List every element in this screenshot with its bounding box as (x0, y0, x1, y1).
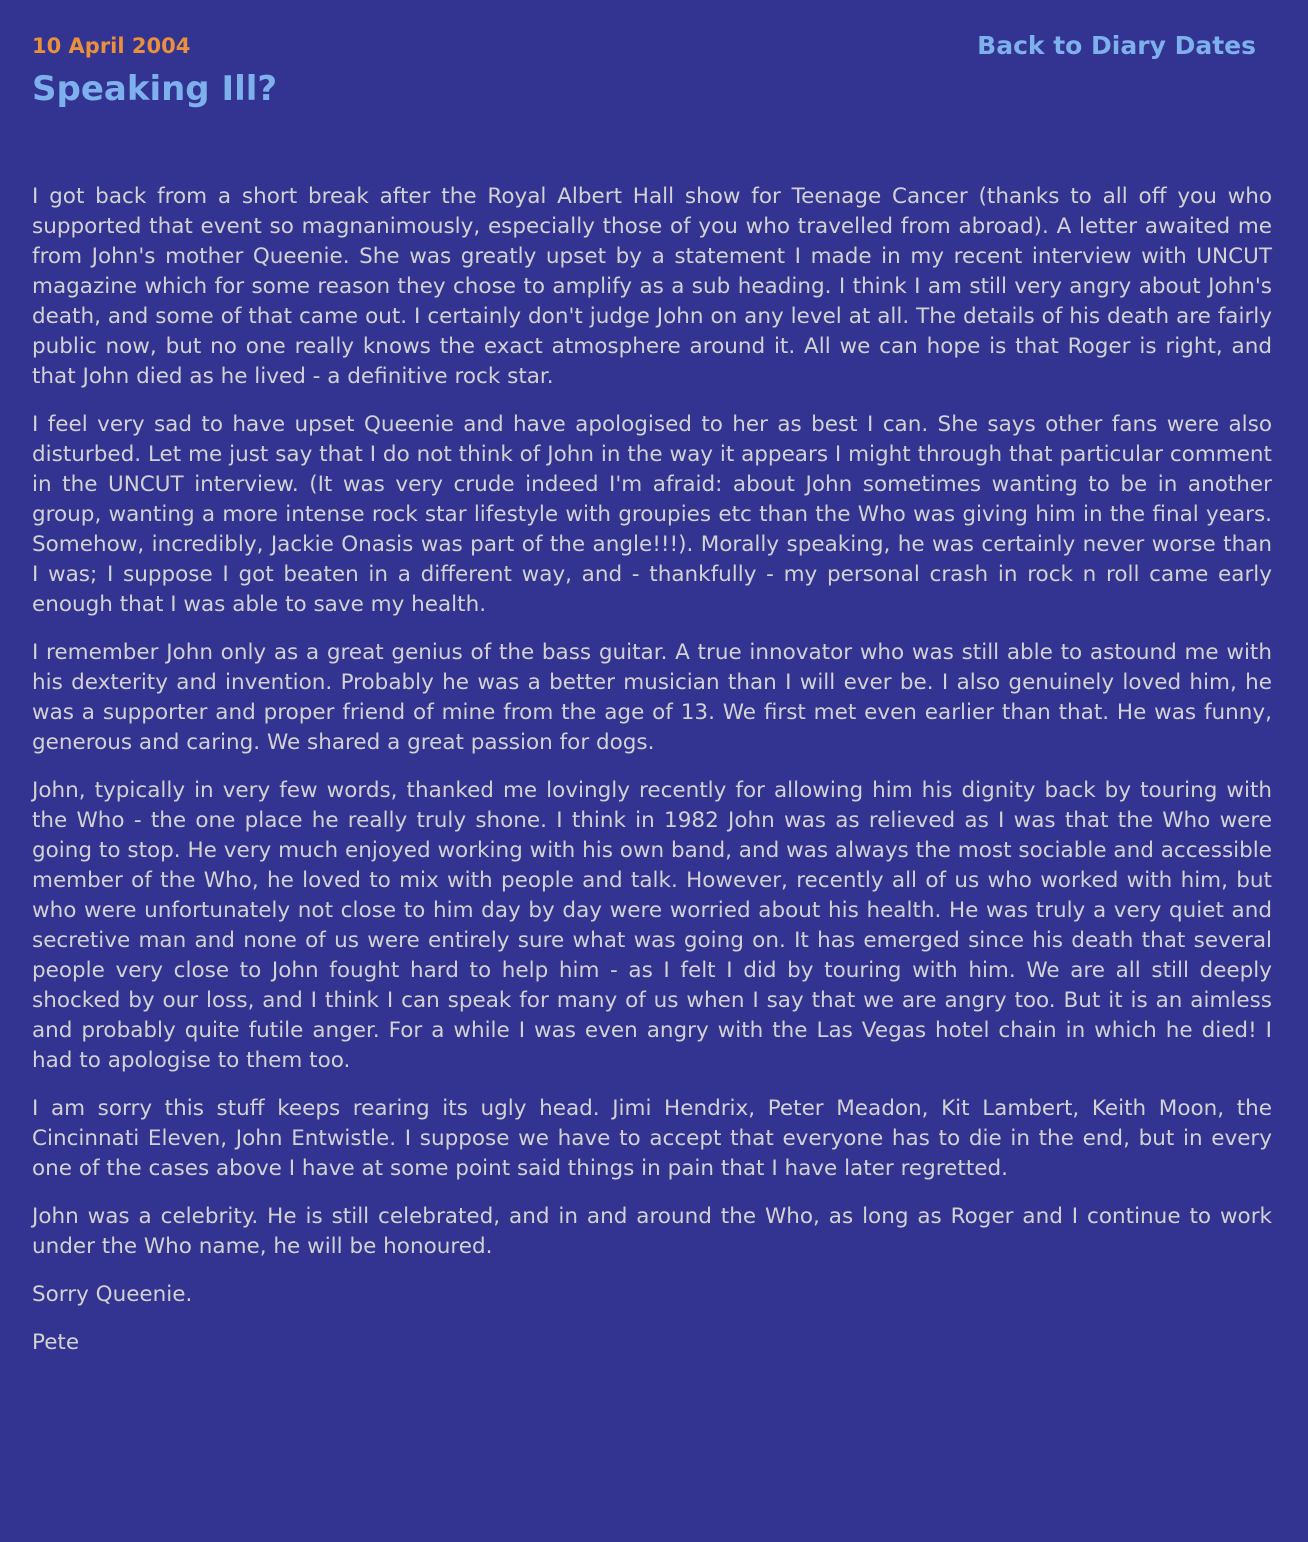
entry-date: 10 April 2004 (32, 34, 191, 58)
back-to-diary-dates-link[interactable]: Back to Diary Dates (977, 31, 1256, 60)
body-paragraph: I feel very sad to have upset Queenie and have apologised to her as best I can. She says other fans were also disturbed. Let me just say that I do not think of John in the way it appears I might through that particular comment in the UNCUT interview. (It was very crude indeed I'm afraid: about John sometimes wanting to be in another group, wanting a more intense rock star lifestyle with groupies etc than the Who was giving him in the final years. Somehow, incredibly, Jackie Onasis was part of the angle!!!). Morally speaking, he was certainly never worse than I was; I suppose I got beaten in a different way, and - thankfully - my personal crash in rock n roll came early enough that I was able to save my health. (32, 412, 1272, 617)
body-paragraph: I am sorry this stuff keeps rearing its ugly head. Jimi Hendrix, Peter Meadon, Kit Lambert, Keith Moon, the Cincinnati Eleven, John Entwistle. I suppose we have to accept that everyone has to die in the end, but in every one of the cases above I have at some point said things in pain that I have later regretted. (32, 1096, 1272, 1181)
body-paragraph: John was a celebrity. He is still celebrated, and in and around the Who, as long as Roger and I continue to work under the Who name, he will be honoured. (32, 1204, 1272, 1259)
signature: Pete (32, 1330, 80, 1355)
body-paragraph: I remember John only as a great genius of the bass guitar. A true innovator who was still able to astound me with his dexterity and invention. Probably he was a better musician than I will ever be. I also genuinely loved him, he was a supporter and proper friend of mine from the age of 13. We first met even earlier than that. He was funny, generous and caring. We shared a great passion for dogs. (32, 640, 1272, 755)
closing-line: Sorry Queenie. (32, 1282, 193, 1307)
entry-body (32, 182, 1272, 1376)
body-paragraph: I got back from a short break after the Royal Albert Hall show for Teenage Cancer (thanks to all off you who supported that event so magnanimously, especially those of you who travelled from abroad). A letter awaited me from John's mother Queenie. She was greatly upset by a statement I made in my recent interview with UNCUT magazine which for some reason they chose to amplify as a sub heading. I think I am still very angry about John's death, and some of that came out. I certainly don't judge John on any level at all. The details of his death are fairly public now, but no one really knows the exact atmosphere around it. All we can hope is that Roger is right, and that John died as he lived - a definitive rock star. (32, 184, 1272, 389)
entry-title: Speaking Ill? (32, 69, 278, 109)
body-paragraph: John, typically in very few words, thanked me lovingly recently for allowing him his dignity back by touring with the Who - the one place he really truly shone. I think in 1982 John was as relieved as I was that the Who were going to stop. He very much enjoyed working with his own band, and was always the most sociable and accessible member of the Who, he loved to mix with people and talk. However, recently all of us who worked with him, but who were unfortunately not close to him day by day were worried about his health. He was truly a very quiet and secretive man and none of us were entirely sure what was going on. It has emerged since his death that several people very close to John fought hard to help him - as I felt I did by touring with him. We are all still deeply shocked by our loss, and I think I can speak for many of us when I say that we are angry too. But it is an aimless and probably quite futile anger. For a while I was even angry with the Las Vegas hotel chain in which he died! I had to apologise to them too. (32, 778, 1272, 1073)
